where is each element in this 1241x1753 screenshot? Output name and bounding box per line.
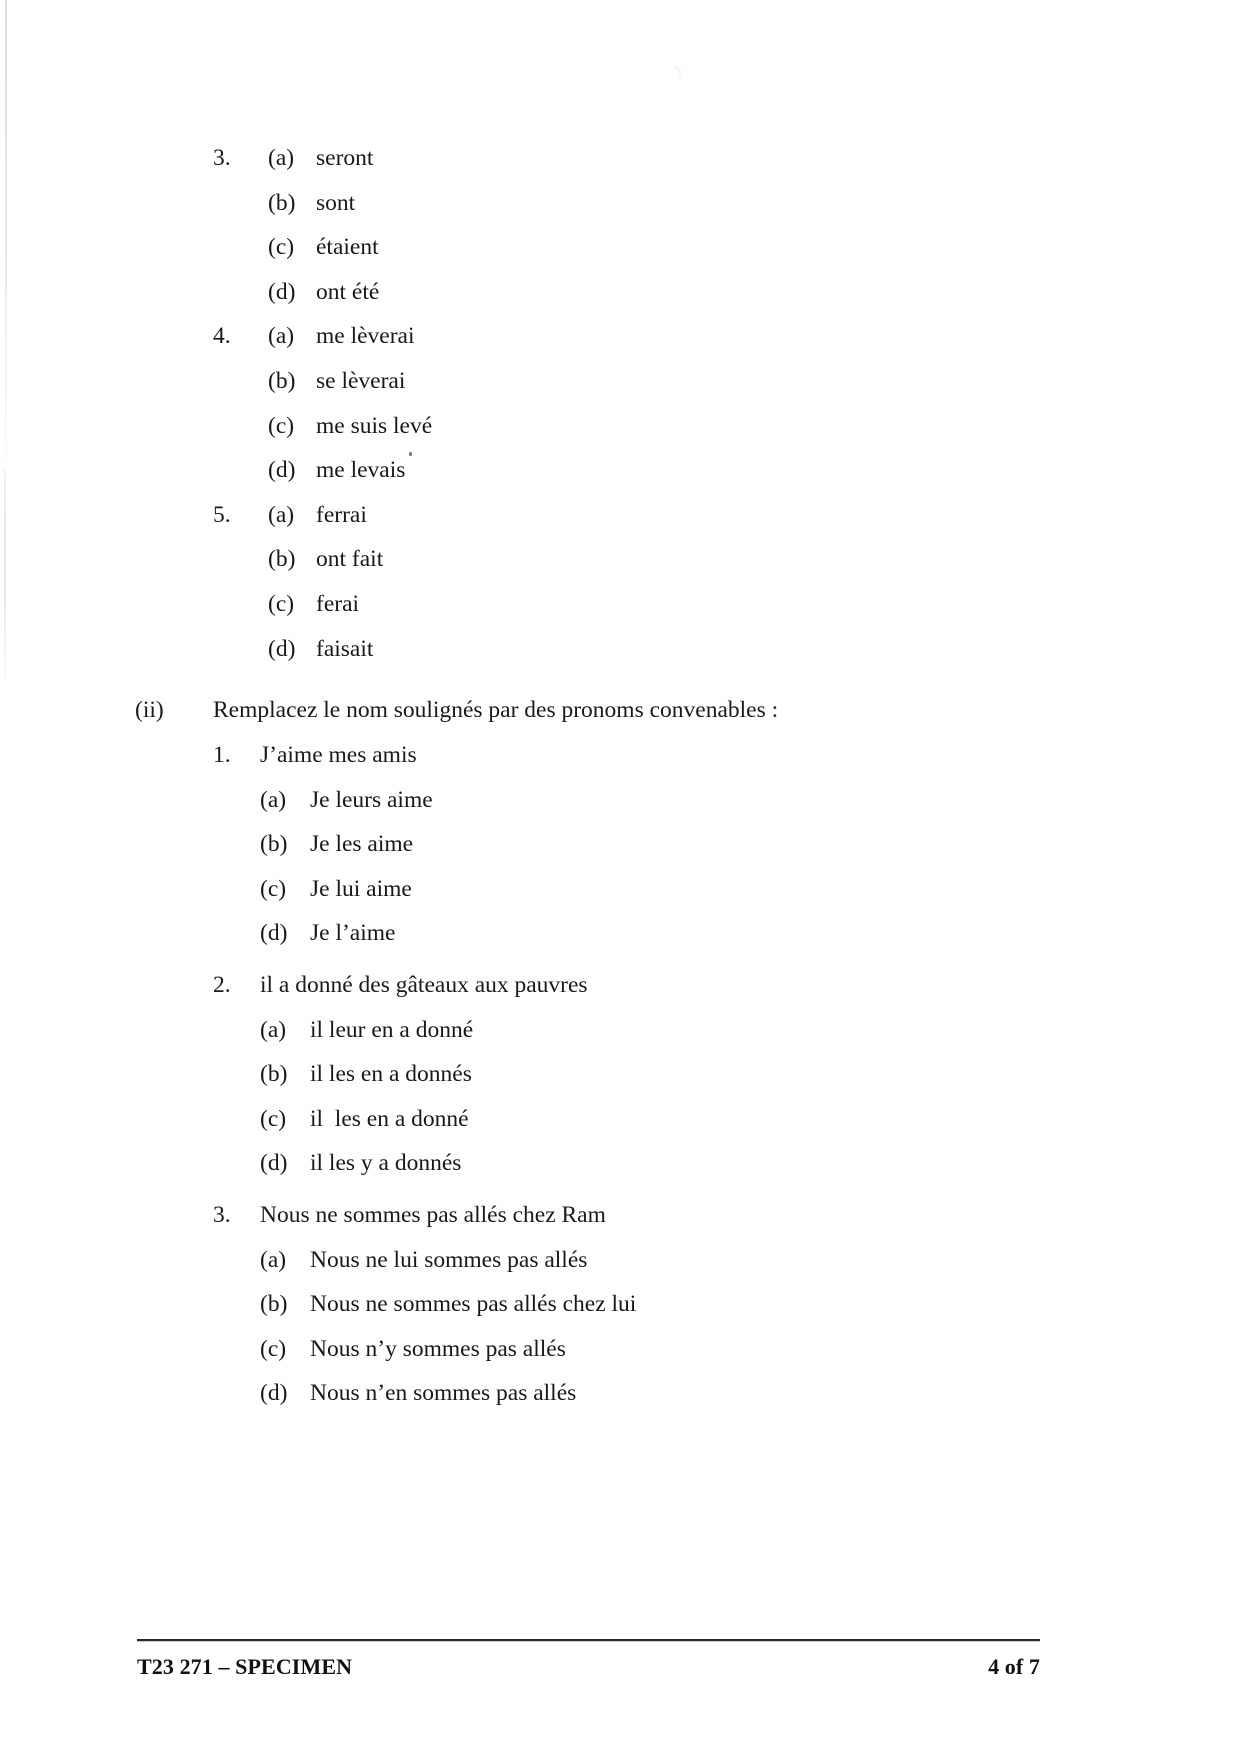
option-letter: (b): [268, 189, 296, 216]
option-text: ont fait: [316, 546, 384, 573]
option-text: Je lui aime: [310, 875, 412, 902]
question-stem-row: [213, 744, 1073, 789]
scan-edge-artifact-lower: [4, 470, 6, 680]
option-row[interactable]: [213, 590, 1013, 638]
question-block-b3: [213, 1201, 1073, 1427]
question-number: 4.: [213, 323, 231, 350]
scan-edge-artifact: [5, 0, 7, 480]
option-row[interactable]: [213, 875, 1073, 923]
option-text: Nous ne sommes pas allés chez lui: [310, 1291, 637, 1318]
stray-ink-dot-artifact: [409, 452, 412, 456]
option-row[interactable]: [213, 189, 1013, 237]
option-row[interactable]: [213, 635, 1013, 683]
option-letter: (c): [268, 590, 295, 617]
option-text: Nous n’y sommes pas allés: [310, 1335, 566, 1362]
option-text: faisait: [316, 635, 374, 662]
question-stem-row: [213, 1201, 1073, 1249]
option-row[interactable]: [213, 1105, 1073, 1153]
option-text: se lèverai: [316, 367, 406, 394]
option-letter: (a): [268, 145, 295, 171]
option-letter: (a): [268, 323, 295, 350]
option-letter: (d): [260, 1150, 288, 1177]
option-text: seront: [316, 145, 374, 171]
option-text: il les en a donnés: [310, 1061, 472, 1088]
option-letter: (c): [260, 1335, 287, 1362]
faint-top-mark: Y: [674, 62, 687, 81]
option-text: étaient: [316, 234, 379, 261]
question-block-4: [213, 325, 1013, 503]
option-text: sont: [316, 189, 356, 216]
option-row[interactable]: [213, 459, 1013, 504]
option-row[interactable]: [213, 922, 1073, 967]
option-text: me suis levé: [316, 412, 433, 439]
question-number: 2.: [213, 971, 231, 998]
part-label: (ii): [135, 697, 164, 723]
option-letter: (a): [260, 1246, 287, 1273]
option-letter: (a): [260, 786, 287, 813]
option-text: Je l’aime: [310, 920, 396, 947]
option-row[interactable]: [213, 1246, 1073, 1294]
option-row[interactable]: [213, 501, 1013, 549]
option-row[interactable]: [213, 236, 1013, 281]
option-letter: (b): [268, 367, 296, 394]
option-row[interactable]: [213, 367, 1013, 415]
question-number: 1.: [213, 742, 231, 768]
option-letter: (b): [268, 546, 296, 573]
option-text: me lèverai: [316, 323, 415, 350]
option-letter: (c): [260, 875, 287, 902]
option-letter: (b): [260, 1061, 288, 1088]
option-letter: (b): [260, 1291, 288, 1318]
footer-divider: [137, 1639, 1040, 1641]
option-text: Nous n’en sommes pas allés: [310, 1380, 577, 1407]
option-letter: (d): [260, 1380, 288, 1407]
option-text: il les y a donnés: [310, 1150, 462, 1177]
option-letter: (a): [260, 1016, 287, 1043]
option-letter: (b): [260, 831, 288, 858]
option-letter: (d): [268, 278, 296, 305]
option-letter: (c): [268, 234, 295, 261]
question-number: 5.: [213, 501, 231, 528]
option-row[interactable]: [213, 786, 1073, 834]
option-text: me levais: [316, 457, 406, 484]
option-row[interactable]: [213, 147, 1013, 192]
question-block-5: [213, 501, 1013, 682]
question-block-b2: [213, 971, 1073, 1197]
option-letter: (a): [268, 501, 295, 528]
paper-code: T23 271 – SPECIMEN: [137, 1654, 353, 1679]
option-text: il les en a donné: [310, 1105, 469, 1132]
question-stem-text: Nous ne sommes pas allés chez Ram: [260, 1201, 606, 1228]
option-row[interactable]: [213, 278, 1013, 326]
option-text: ferrai: [316, 501, 367, 528]
option-letter: (d): [268, 635, 296, 662]
page-footer: [137, 1654, 1040, 1680]
option-row[interactable]: [213, 412, 1013, 460]
option-letter: (c): [268, 412, 295, 439]
section-b-questions: [213, 744, 1073, 1427]
option-text: ont été: [316, 278, 380, 305]
question-stem-row: [213, 971, 1073, 1019]
page-indicator: 4 of 7: [988, 1654, 1040, 1679]
option-text: Nous ne lui sommes pas allés: [310, 1246, 588, 1273]
part-instruction: Remplacez le nom soulignés par des pronoms convenables :: [213, 697, 779, 723]
question-number: 3.: [213, 1201, 231, 1228]
part-ii-heading: [135, 699, 1135, 723]
option-text: Je leurs aime: [310, 786, 433, 813]
question-block-3: [213, 147, 1013, 325]
option-text: ferai: [316, 590, 360, 617]
option-row[interactable]: [213, 1382, 1073, 1427]
question-stem-text: il a donné des gâteaux aux pauvres: [260, 971, 588, 998]
question-stem-text: J’aime mes amis: [260, 742, 417, 768]
option-row[interactable]: [213, 1016, 1073, 1064]
option-row[interactable]: [213, 1293, 1073, 1338]
option-letter: (c): [260, 1105, 287, 1132]
option-row[interactable]: [213, 325, 1013, 370]
section-a-questions: [213, 147, 1013, 682]
option-row[interactable]: [213, 833, 1073, 878]
option-row[interactable]: [213, 1063, 1073, 1108]
option-text: il leur en a donné: [310, 1016, 474, 1043]
option-row[interactable]: [213, 1335, 1073, 1383]
option-row[interactable]: [213, 1152, 1073, 1197]
question-number: 3.: [213, 145, 231, 171]
option-letter: (d): [268, 457, 296, 484]
option-row[interactable]: [213, 548, 1013, 593]
option-text: Je les aime: [310, 831, 414, 858]
option-letter: (d): [260, 920, 288, 947]
question-block-b1: [213, 744, 1073, 967]
